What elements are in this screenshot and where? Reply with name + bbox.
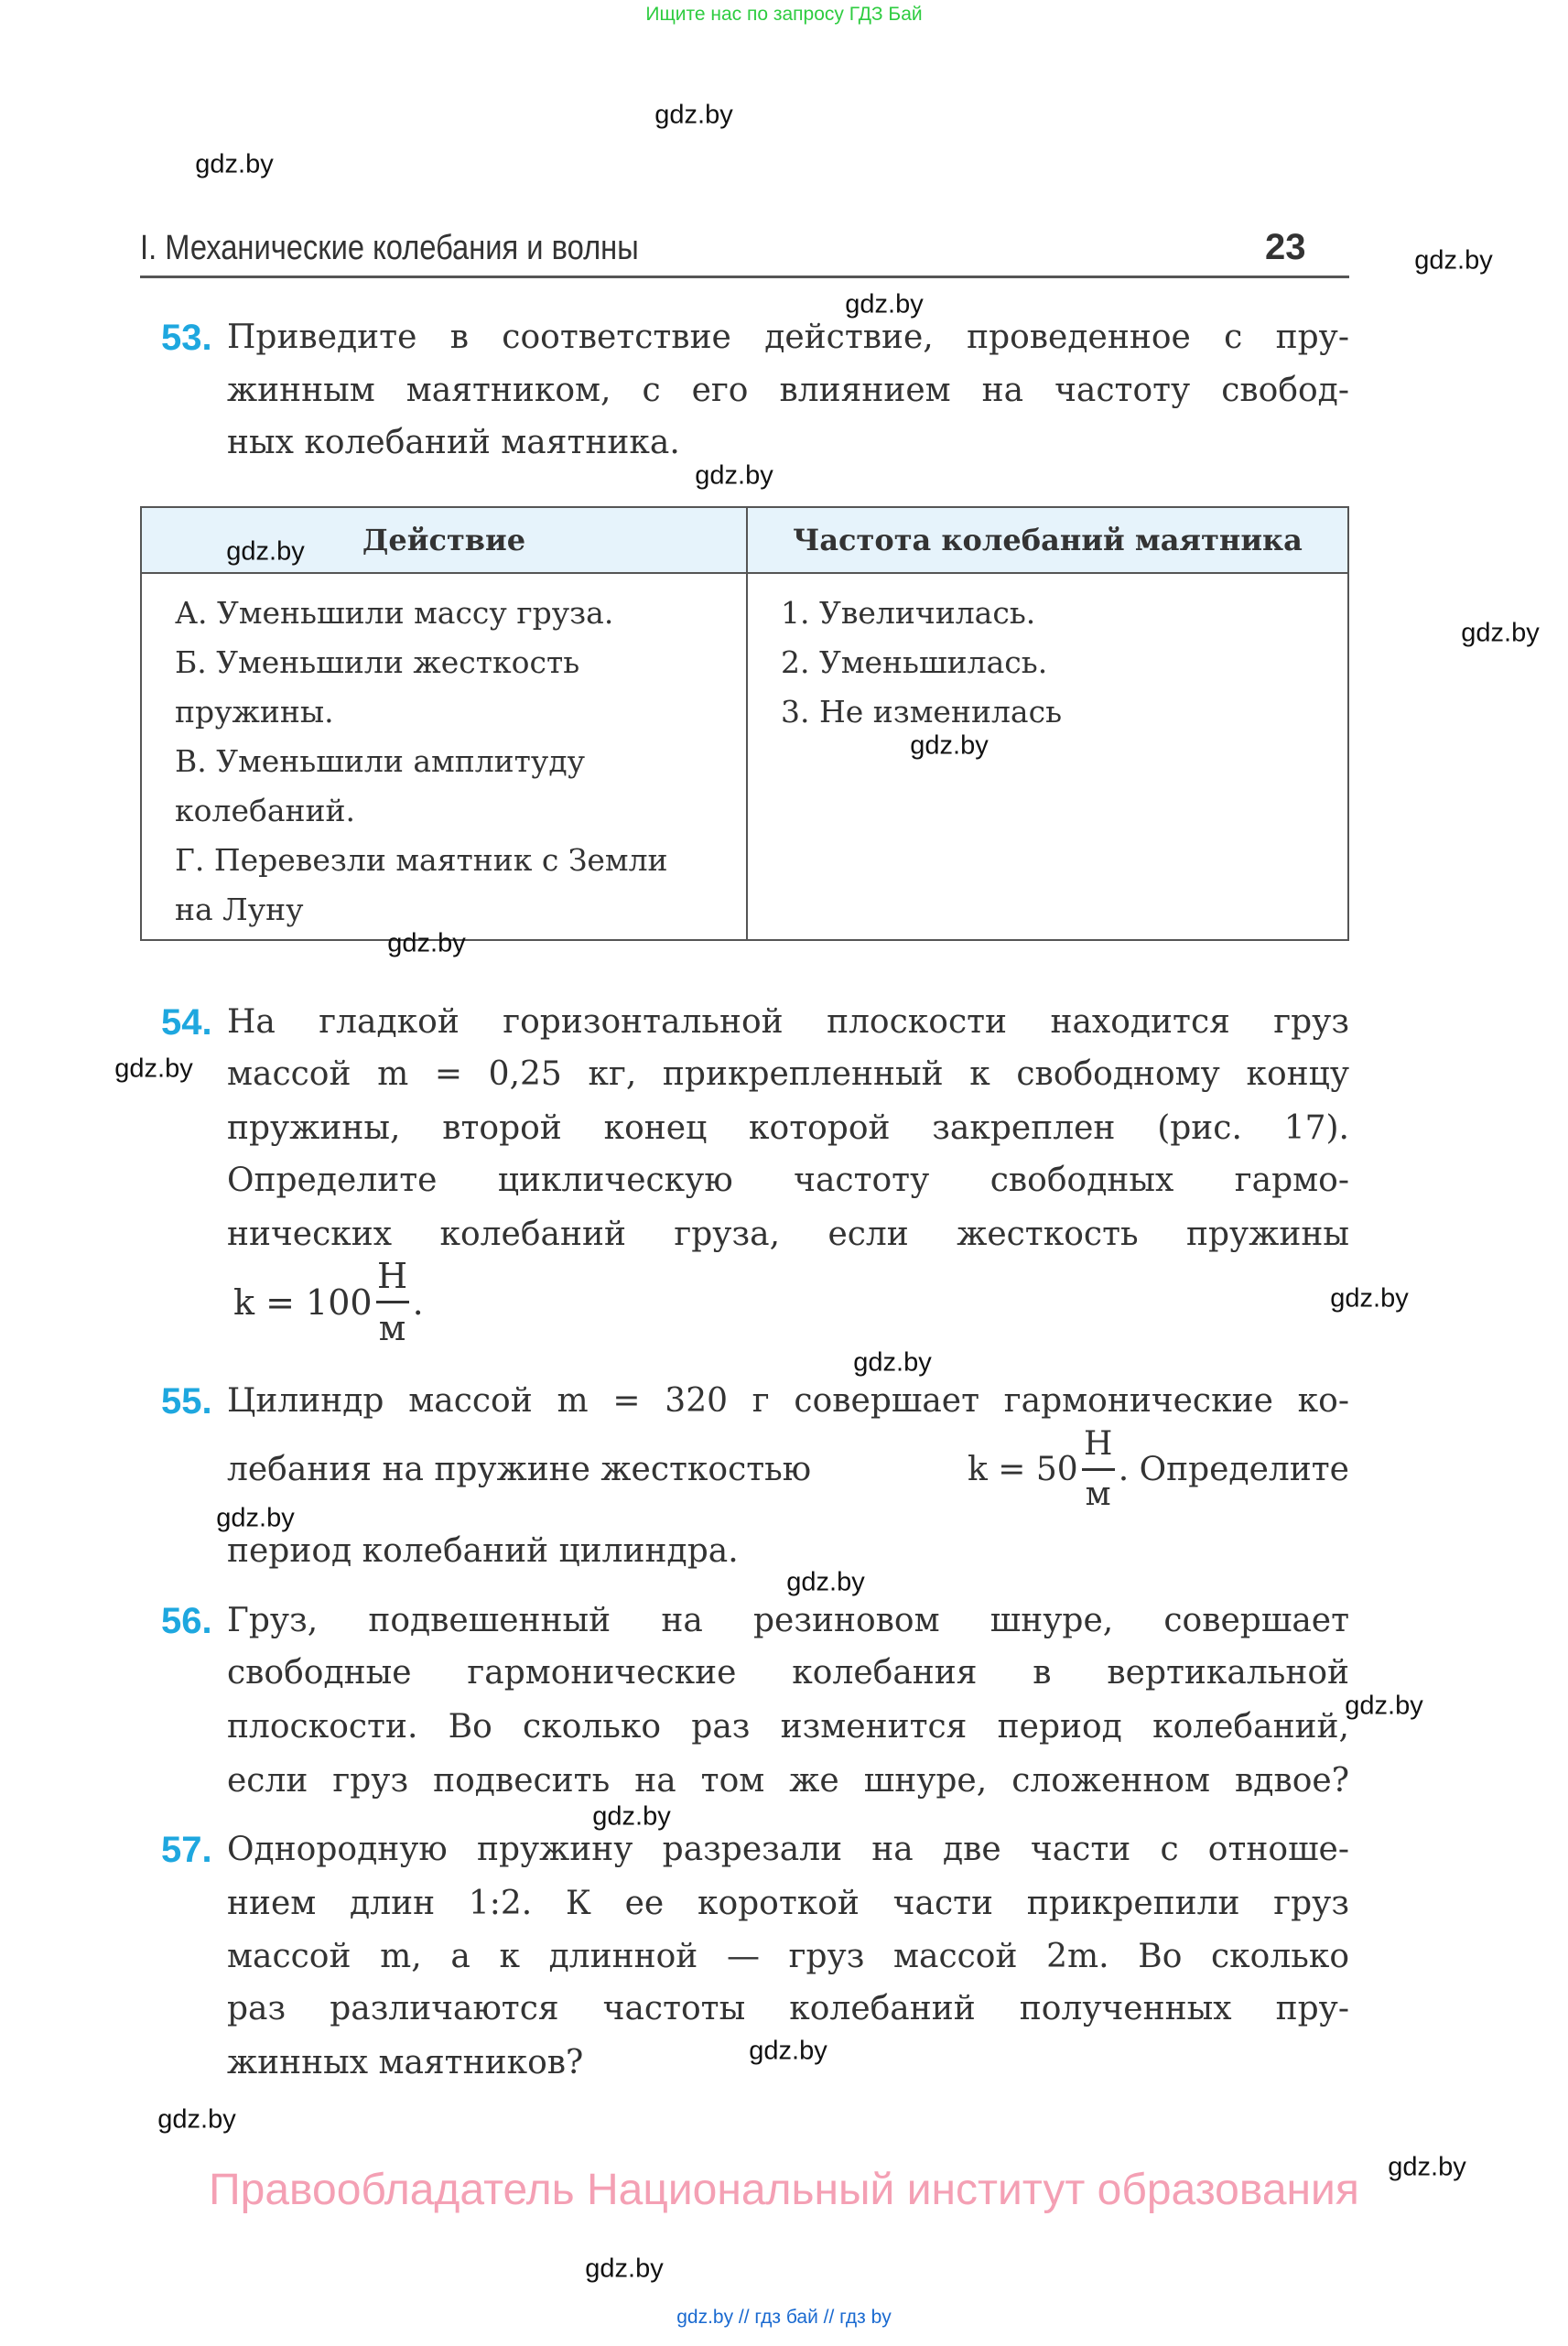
header-divider [140, 276, 1349, 278]
problem-54-line: Определите циклическую частоту свободных гармо- [227, 1162, 1349, 1199]
formula-lhs: k = 100 [233, 1281, 373, 1323]
fraction-numerator: Н [376, 1256, 408, 1296]
problem-56-line: плоскости. Во сколько раз изменится период колебаний, [227, 1708, 1349, 1746]
problem-number-53: 53. [161, 318, 212, 358]
fraction-numerator: Н [1083, 1425, 1113, 1463]
watermark: gdz.by [1388, 2152, 1466, 2182]
watermark: gdz.by [1330, 1283, 1409, 1314]
watermark: gdz.by [585, 2254, 664, 2284]
problem-53-line: Приведите в соответствие действие, проведенное с пру- [227, 319, 1349, 356]
problem-57-line: Однородную пружину разрезали на две части с отноше- [227, 1831, 1349, 1868]
watermark: gdz.by [592, 1801, 671, 1832]
problem-57-line: жинных маятников? [227, 2044, 584, 2081]
problem-57-line: массой m, а к длинной — груз массой 2m. Во сколько [227, 1938, 1349, 1975]
problem-56-line: свободные гармонические колебания в вертикальной [227, 1654, 1349, 1692]
watermark: gdz.by [853, 1347, 932, 1378]
watermark: gdz.by [1461, 618, 1540, 648]
problem-56-line: если груз подвесить на том же шнуре, сложенном вдвое? [227, 1762, 1349, 1800]
watermark: gdz.by [387, 928, 466, 958]
actions-cell [141, 573, 747, 940]
problem-54-line: На гладкой горизонтальной плоскости находится груз [227, 1003, 1349, 1041]
problem-54-line: нических колебаний груза, если жесткость пружины [227, 1216, 1349, 1253]
fraction-denominator: м [1085, 1476, 1111, 1513]
watermark: gdz.by [114, 1054, 193, 1084]
problem-53-line: ных колебаний маятника. [227, 424, 680, 461]
action-item: Б. Уменьшили жесткость [175, 644, 580, 680]
problem-56-line: Груз, подвешенный на резиновом шнуре, совершает [227, 1602, 1349, 1639]
problem-55-line: период колебаний цилиндра. [227, 1532, 739, 1570]
problem-55-line [227, 1425, 1349, 1513]
table-header-frequency: Частота колебаний маятника [747, 507, 1348, 573]
problem-55-line: Цилиндр массой m = 320 г совершает гармонические ко- [227, 1382, 1349, 1420]
fraction [376, 1256, 409, 1348]
problem-53-line: жинным маятником, с его влиянием на частоту свобод- [227, 372, 1349, 409]
watermark: gdz.by [910, 730, 989, 761]
fraction-denominator: м [378, 1308, 406, 1348]
text: . Определите [1118, 1451, 1349, 1488]
watermark: gdz.by [845, 289, 924, 319]
action-item: Г. Перевезли маятник с Земли [175, 842, 668, 878]
problem-57-line: нием длин 1:2. К ее короткой части прикрепили груз [227, 1885, 1349, 1922]
problem-54-line: пружины, второй конец которой закреплен (рис. 17). [227, 1109, 1349, 1147]
watermark: gdz.by [1414, 245, 1493, 276]
text: лебания на пружине жесткостью [227, 1451, 812, 1488]
formula-54 [233, 1256, 424, 1348]
fraction [1082, 1425, 1115, 1513]
watermark: gdz.by [695, 460, 773, 491]
action-item: пружины. [175, 694, 334, 730]
page-number: 23 [1265, 227, 1306, 267]
problem-54-line: массой m = 0,25 кг, прикрепленный к свободному концу [227, 1055, 1349, 1093]
frequency-item: 1. Увеличилась. [781, 595, 1036, 631]
bottom-links[interactable]: gdz.by // гдз бай // гдз by [676, 2307, 892, 2328]
copyright-footer: Правообладатель Национальный институт образования [209, 2166, 1359, 2214]
watermark: gdz.by [1345, 1691, 1423, 1721]
watermark: gdz.by [654, 100, 733, 130]
action-item: А. Уменьшили массу груза. [175, 595, 614, 631]
problem-number-55: 55. [161, 1381, 212, 1422]
frequency-cell [747, 573, 1348, 940]
problem-number-56: 56. [161, 1601, 212, 1641]
problem-number-54: 54. [161, 1002, 212, 1043]
action-item: колебаний. [175, 793, 356, 828]
chapter-title: I. Механические колебания и волны [140, 229, 639, 267]
matching-table [140, 506, 1349, 941]
watermark: gdz.by [157, 2104, 236, 2135]
problem-number-57: 57. [161, 1830, 212, 1870]
action-item: на Луну [175, 892, 304, 927]
watermark: gdz.by [786, 1567, 865, 1597]
formula-end: . [412, 1281, 424, 1323]
watermark: gdz.by [195, 149, 274, 179]
search-hint[interactable]: Ищите нас по запросу ГДЗ Бай [645, 4, 923, 25]
frequency-item: 2. Уменьшилась. [781, 644, 1048, 680]
problem-57-line: раз различаются частоты колебаний полученных пру- [227, 1990, 1349, 2027]
watermark: gdz.by [226, 536, 305, 567]
frequency-item: 3. Не изменилась [781, 694, 1063, 730]
watermark: gdz.by [216, 1503, 295, 1533]
action-item: В. Уменьшили амплитуду [175, 743, 586, 779]
watermark: gdz.by [749, 2036, 827, 2066]
table-header-action: Действие [141, 507, 747, 573]
formula-lhs: k = 50 [968, 1451, 1078, 1488]
